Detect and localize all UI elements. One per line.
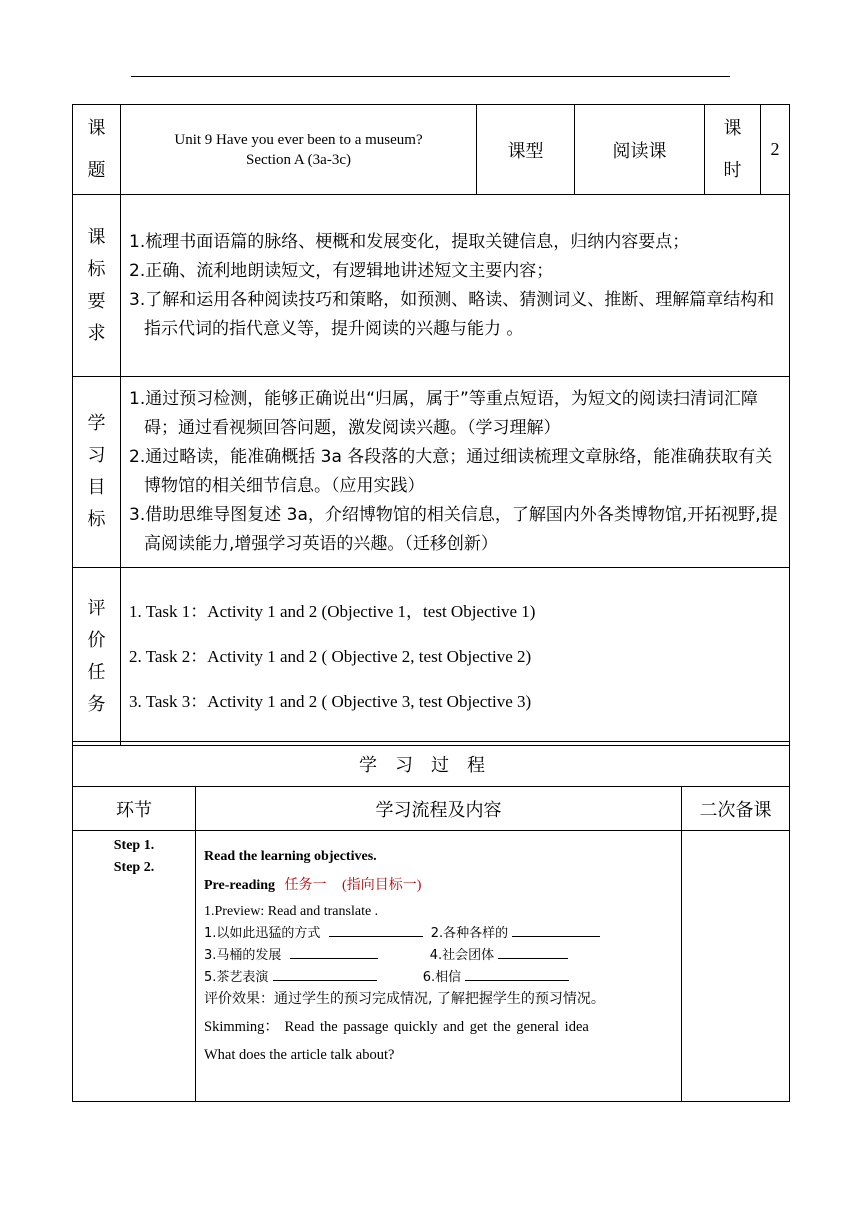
vocab-1-blank[interactable]: [329, 922, 423, 937]
assessment-label: 评 价 任 务: [73, 568, 121, 746]
assessment-task-3: 3. Task 3：Activity 1 and 2 ( Objective 3, test Objective 3): [129, 692, 532, 711]
assessment-task-1: 1. Task 1：Activity 1 and 2 (Objective 1，test Objective 1): [129, 602, 536, 621]
question-line: What does the article talk about?: [204, 1047, 395, 1063]
prereading-label: Pre-reading: [204, 878, 276, 893]
col-stage: 环节: [73, 787, 196, 831]
process-title: 学习过程: [73, 742, 790, 787]
curriculum-row: [73, 195, 790, 377]
curriculum-item-2: 2.正确、流利地朗读短文，有逻辑地讲述短文主要内容；: [129, 260, 554, 281]
eval-effect: 评价效果：通过学生的预习完成情况, 了解把握学生的预习情况。: [204, 991, 605, 1007]
curriculum-content: [121, 195, 790, 377]
preview-line: 1.Preview: Read and translate .: [204, 904, 379, 919]
read-objectives: Read the learning objectives.: [204, 849, 377, 864]
type-label: 课型: [477, 105, 575, 195]
step-1: Step 1.: [113, 838, 155, 853]
process-title-row: [73, 742, 790, 787]
vocab-6: 6.相信: [422, 970, 462, 985]
notes-cell: [682, 831, 790, 1102]
vocab-5-blank[interactable]: [273, 966, 377, 981]
vocab-4-blank[interactable]: [498, 944, 568, 959]
col-notes: 二次备课: [682, 787, 790, 831]
lesson-info-table: [72, 104, 790, 746]
vocab-6-blank[interactable]: [465, 966, 569, 981]
vocab-3: 3.马桶的发展: [204, 948, 282, 963]
assessment-task-2: 2. Task 2：Activity 1 and 2 ( Objective 2, test Objective 2): [129, 647, 532, 666]
course-title: [121, 105, 477, 195]
assessment-content: [121, 568, 790, 746]
vocab-row-2: [204, 944, 675, 966]
vocab-5: 5.茶艺表演: [204, 970, 269, 985]
vocab-1: 1.以如此迅猛的方式: [204, 926, 321, 941]
vocab-2-blank[interactable]: [512, 922, 600, 937]
target-one: (指向目标一): [342, 878, 422, 893]
skimming-line: Skimming： Read the passage quickly and get the general idea: [204, 1019, 589, 1035]
course-title-line2: Section A (3a-3c): [246, 151, 351, 168]
objectives-label: 学 习 目 标: [73, 377, 121, 568]
col-content: 学习流程及内容: [196, 787, 682, 831]
step-content: [196, 831, 682, 1102]
course-title-label: 课 题: [73, 105, 121, 195]
curriculum-label: 课 标 要 求: [73, 195, 121, 377]
objective-item-3: 3.借助思维导图复述 3a，介绍博物馆的相关信息，了解国内外各类博物馆,开拓视野,提高阅读能力,增强学习英语的兴趣。（迁移创新）: [129, 505, 778, 554]
period-label: 课 时: [705, 105, 761, 195]
vocab-4: 4.社会团体: [429, 948, 495, 963]
period-value: 2: [761, 105, 790, 195]
curriculum-item-1: 1.梳理书面语篇的脉络、梗概和发展变化，提取关键信息，归纳内容要点；: [129, 231, 690, 252]
objectives-row: [73, 377, 790, 568]
assessment-row: [73, 568, 790, 746]
type-value: 阅读课: [575, 105, 705, 195]
process-header-row: [73, 787, 790, 831]
objective-item-1: 1.通过预习检测，能够正确说出“归属，属于”等重点短语，为短文的阅读扫清词汇障碍；通过看视频回答问题，激发阅读兴趣。（学习理解）: [129, 389, 758, 438]
vocab-2: 2.各种各样的: [430, 926, 509, 941]
step-2: Step 2.: [113, 860, 155, 875]
task-one: 任务一: [284, 877, 327, 893]
course-title-row: [73, 105, 790, 195]
objectives-content: [121, 377, 790, 568]
vocab-row-3: [204, 966, 675, 988]
vocab-3-blank[interactable]: [290, 944, 378, 959]
step-cell: [73, 831, 196, 1102]
process-table: [72, 741, 790, 1102]
process-step-row: [73, 831, 790, 1102]
vocab-row-1: [204, 922, 675, 944]
header-rule: [131, 76, 730, 77]
prereading-line: [204, 875, 675, 896]
curriculum-item-3: 3.了解和运用各种阅读技巧和策略，如预测、略读、猜测词义、推断、理解篇章结构和指示代词的指代意义等，提升阅读的兴趣与能力 。: [129, 289, 775, 339]
objective-item-2: 2.通过略读，能准确概括 3a 各段落的大意；通过细读梳理文章脉络，能准确获取有关博物馆的相关细节信息。（应用实践）: [129, 447, 773, 496]
course-title-line1: Unit 9 Have you ever been to a museum?: [174, 131, 423, 148]
